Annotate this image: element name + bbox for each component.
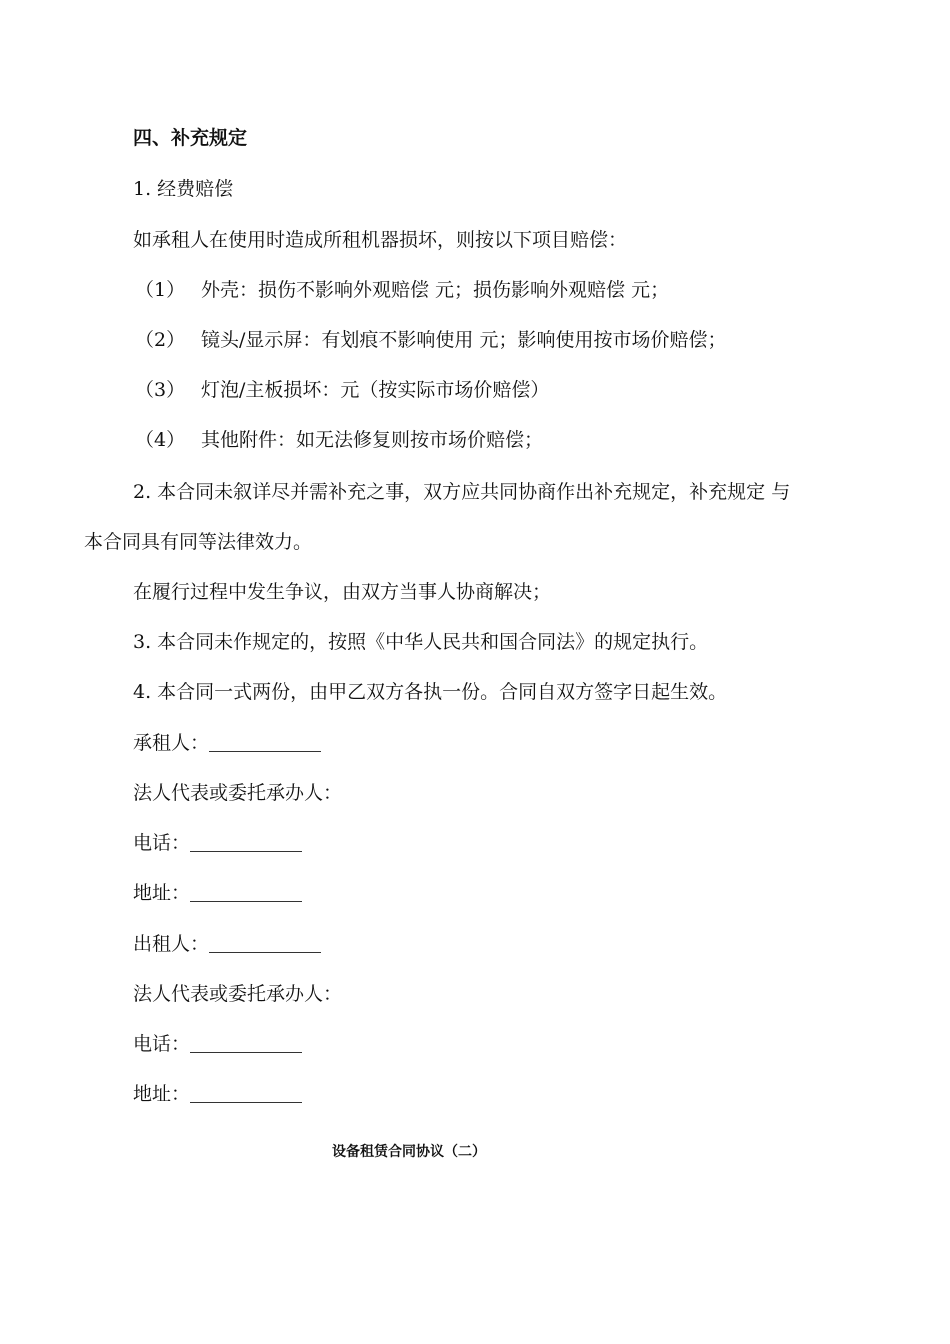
item-number: （1）: [135, 279, 186, 301]
lessor-label: 出租人：: [133, 933, 210, 955]
item-number: （3）: [135, 379, 186, 401]
compensation-item: [135, 428, 543, 452]
compensation-item: [135, 378, 549, 402]
compensation-item: [135, 328, 726, 352]
lessor-phone-line: [133, 1032, 302, 1056]
lessor-phone-blank: [190, 1034, 302, 1053]
clause4: 4. 本合同一式两份，由甲乙双方各执一份。合同自双方签字日起生效。: [133, 681, 728, 703]
lessor-blank: [209, 934, 321, 953]
lessee-label: 承租人：: [133, 732, 210, 754]
lessee-address-label: 地址：: [133, 882, 191, 904]
lessee-signature-line: [133, 731, 321, 755]
lessor-address-label: 地址：: [133, 1083, 191, 1105]
next-contract-title: 设备租赁合同协议（二）: [332, 1144, 486, 1160]
lessee-phone-line: [133, 831, 302, 855]
clause3: 3. 本合同未作规定的，按照《中华人民共和国合同法》的规定执行。: [133, 631, 709, 653]
item-text: 其他附件：如无法修复则按市场价赔偿；: [201, 429, 544, 451]
section-heading: 四、补充规定: [133, 127, 248, 149]
item-number: （4）: [135, 429, 186, 451]
lessee-blank: [209, 733, 321, 752]
dispute-clause: 在履行过程中发生争议，由双方当事人协商解决；: [133, 581, 552, 603]
compensation-item: [135, 278, 669, 302]
lessor-rep-label: 法人代表或委托承办人：: [133, 983, 343, 1005]
clause1-title: 1. 经费赔偿: [133, 178, 234, 200]
clause2-line1: 2. 本合同未叙详尽并需补充之事，双方应共同协商作出补充规定，补充规定 与: [133, 481, 791, 503]
item-text: 外壳：损伤不影响外观赔偿 元；损伤影响外观赔偿 元；: [201, 279, 670, 301]
lessee-address-line: [133, 881, 302, 905]
item-text: 镜头/显示屏：有划痕不影响使用 元；影响使用按市场价赔偿；: [201, 329, 727, 351]
lessor-phone-label: 电话：: [133, 1033, 191, 1055]
clause1-intro: 如承租人在使用时造成所租机器损坏，则按以下项目赔偿：: [133, 229, 628, 251]
lessee-phone-blank: [190, 833, 302, 852]
lessee-rep-label: 法人代表或委托承办人：: [133, 782, 343, 804]
lessee-phone-label: 电话：: [133, 832, 191, 854]
lessor-address-blank: [190, 1084, 302, 1103]
lessor-signature-line: [133, 932, 321, 956]
lessor-address-line: [133, 1082, 302, 1106]
clause2-line2: 本合同具有同等法律效力。: [84, 531, 313, 553]
item-text: 灯泡/主板损坏：元（按实际市场价赔偿）: [201, 379, 550, 401]
item-number: （2）: [135, 329, 186, 351]
lessee-address-blank: [190, 883, 302, 902]
